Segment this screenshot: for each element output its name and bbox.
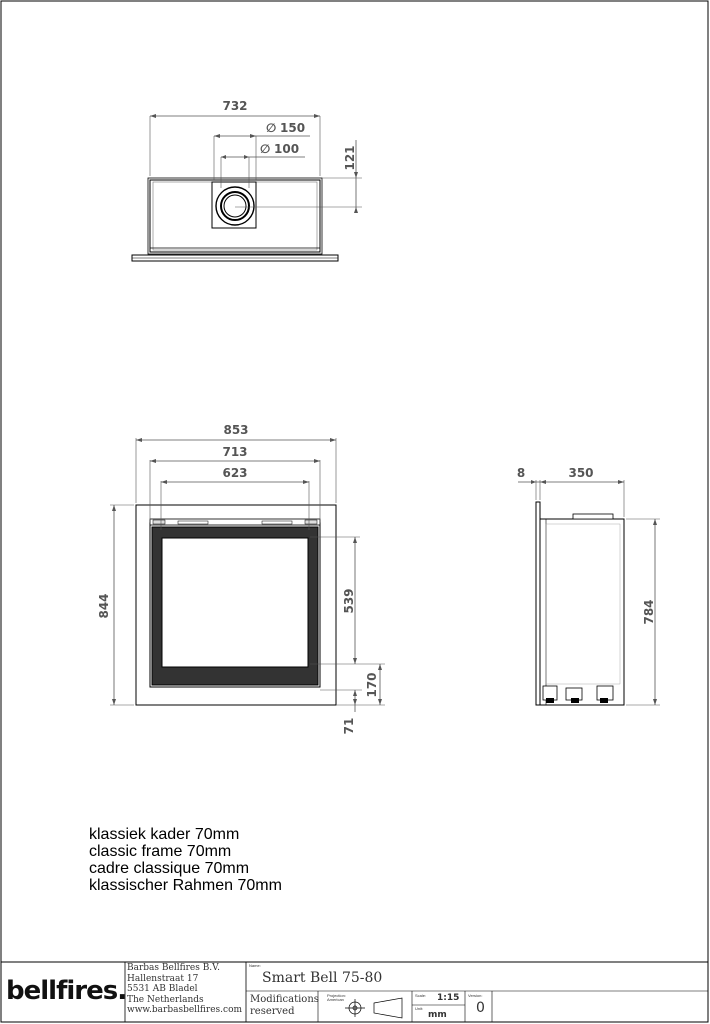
dim-bottom-a: 170 xyxy=(365,672,379,698)
company-name: Barbas Bellfires B.V. xyxy=(127,963,220,973)
company-address xyxy=(127,963,242,1016)
dim-glass-height: 539 xyxy=(342,588,356,614)
dim-top-width: 732 xyxy=(222,99,248,113)
note-line-de: klassischer Rahmen 70mm xyxy=(89,877,282,894)
dim-flue-offset: 121 xyxy=(343,145,357,171)
dim-mid-width: 713 xyxy=(222,445,248,459)
dim-outer-width: 853 xyxy=(223,423,249,437)
scale-caption: Scale: xyxy=(415,993,427,998)
company-street: Hallenstraat 17 xyxy=(127,973,199,984)
bellfires-logo: bellfires. xyxy=(6,976,127,1006)
unit-caption: Unit: xyxy=(415,1006,424,1011)
name-caption: Name: xyxy=(249,963,261,968)
modifications-line-2: reserved xyxy=(250,1006,295,1017)
front-view xyxy=(97,423,385,734)
top-view xyxy=(132,99,362,261)
company-country: The Netherlands xyxy=(127,994,204,1005)
dim-side-height: 784 xyxy=(642,599,656,625)
dim-flue-outer: 150 xyxy=(280,121,306,135)
note-line-fr: cadre classique 70mm xyxy=(89,860,250,877)
glass-panel xyxy=(162,538,308,667)
dim-flue-inner: 100 xyxy=(274,142,300,156)
modifications-line-1: Modifications xyxy=(250,994,319,1005)
projection-value: American xyxy=(327,997,344,1002)
scale-value: 1:15 xyxy=(437,993,460,1003)
dim-flue-outer-symbol: ∅ xyxy=(266,121,277,135)
company-city: 5531 AB Bladel xyxy=(127,984,198,995)
version-caption: Version: xyxy=(468,993,483,998)
version-value: 0 xyxy=(476,1000,485,1016)
side-view xyxy=(517,466,660,705)
projection-symbol-icon xyxy=(345,998,402,1018)
dim-flue-inner-symbol: ∅ xyxy=(260,142,271,156)
note-line-en: classic frame 70mm xyxy=(89,843,232,860)
unit-value: mm xyxy=(428,1010,447,1020)
dim-bottom-b: 71 xyxy=(342,717,356,735)
dim-side-depth: 350 xyxy=(568,466,594,480)
modifications-note xyxy=(250,994,319,1018)
product-name: Smart Bell 75-80 xyxy=(262,970,383,986)
company-website: www.barbasbellfires.com xyxy=(127,1005,243,1016)
dim-front-height: 844 xyxy=(97,593,111,619)
projection-caption: Projection: xyxy=(327,993,346,998)
note-line-nl: klassiek kader 70mm xyxy=(89,826,240,843)
dim-frame-depth: 8 xyxy=(516,466,526,480)
frame-notes xyxy=(89,826,282,894)
dim-inner-width: 623 xyxy=(222,466,248,480)
